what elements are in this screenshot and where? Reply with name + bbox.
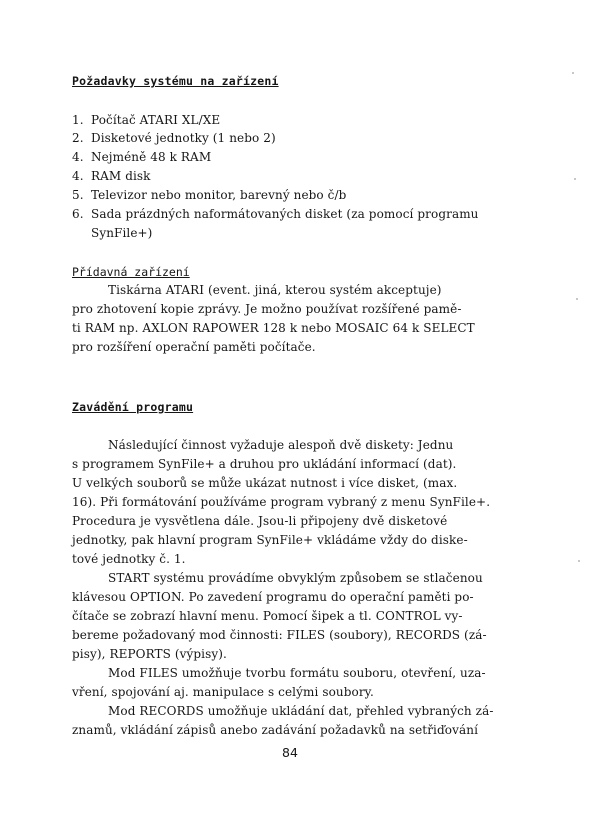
paragraph-line: pro zhotovení kopie zprávy. Je možno používat rozšířené pamě- xyxy=(72,302,462,316)
list-item xyxy=(72,113,220,127)
paragraph-line: pro rozšíření operační paměti počítače. xyxy=(72,340,316,354)
scan-speck xyxy=(578,560,580,562)
paragraph-line: Následující činnost vyžaduje alespoň dvě diskety: Jednu xyxy=(108,438,454,452)
paragraph-line: Tiskárna ATARI (event. jiná, kterou systém akceptuje) xyxy=(108,283,442,297)
paragraph-line: klávesou OPTION. Po zavedení programu do operační paměti po- xyxy=(72,590,474,604)
paragraph-line: čítače se zobrazí hlavní menu. Pomocí šipek a tl. CONTROL vy- xyxy=(72,609,463,623)
paragraph-line: znamů, vkládání zápisů anebo zadávání požadavků na setřiďování xyxy=(72,723,479,737)
list-item-text: Nejméně 48 k RAM xyxy=(91,150,212,164)
list-item-text: Sada prázdných naformátovaných disket (za pomocí programu xyxy=(91,207,479,221)
paragraph-line: Mod RECORDS umožňuje ukládání dat, přehled vybraných zá- xyxy=(108,704,494,718)
list-item xyxy=(72,131,276,145)
list-item-text: SynFile+) xyxy=(91,226,153,240)
paragraph-line: s programem SynFile+ a druhou pro ukládání informací (dat). xyxy=(72,457,457,471)
list-item-number: 4. xyxy=(72,150,84,164)
list-item-number: 2. xyxy=(72,131,84,145)
list-item-text: Počítač ATARI XL/XE xyxy=(91,113,221,127)
list-item xyxy=(72,226,152,240)
paragraph-line: START systému provádíme obvyklým způsobem se stlačenou xyxy=(108,571,483,585)
list-item-number: 1. xyxy=(72,113,84,127)
paragraph-line: ti RAM np. AXLON RAPOWER 128 k nebo MOSAIC 64 k SELECT xyxy=(72,321,475,335)
list-item-number: 4. xyxy=(72,169,84,183)
list-item-number: 5. xyxy=(72,188,84,202)
section-heading-system-requirements: Požadavky systému na zařízení xyxy=(72,74,279,88)
list-item-text: Disketové jednotky (1 nebo 2) xyxy=(91,131,276,145)
list-item-number: 6. xyxy=(72,207,84,221)
scan-speck xyxy=(572,72,574,74)
paragraph-line: vření, spojování aj. manipulace s celými soubory. xyxy=(72,685,374,699)
list-item xyxy=(72,150,211,164)
section-heading-additional-devices: Přídavná zařízení xyxy=(72,265,190,279)
paragraph-line: tové jednotky č. 1. xyxy=(72,552,186,566)
paragraph-line: 16). Při formátování používáme program vybraný z menu SynFile+. xyxy=(72,495,491,509)
paragraph-line: pisy), REPORTS (výpisy). xyxy=(72,647,227,661)
paragraph-line: jednotky, pak hlavní program SynFile+ vkládáme vždy do diske- xyxy=(72,533,468,547)
list-item-text: RAM disk xyxy=(91,169,151,183)
page-number: 84 xyxy=(282,745,298,760)
list-item xyxy=(72,169,151,183)
paragraph-line: Mod FILES umožňuje tvorbu formátu souboru, otevření, uza- xyxy=(108,666,486,680)
paragraph-line: U velkých souborů se může ukázat nutnost i více disket, (max. xyxy=(72,476,458,490)
paragraph-line: bereme požadovaný mod činnosti: FILES (soubory), RECORDS (zá- xyxy=(72,628,487,642)
section-heading-program-loading: Zavádění programu xyxy=(72,400,194,414)
list-item-text: Televizor nebo monitor, barevný nebo č/b xyxy=(91,188,347,202)
paragraph-line: Procedura je vysvětlena dále. Jsou-li připojeny dvě disketové xyxy=(72,514,448,528)
list-item xyxy=(72,207,479,221)
scan-speck xyxy=(574,178,576,180)
list-item xyxy=(72,188,346,202)
scan-speck xyxy=(576,298,578,300)
